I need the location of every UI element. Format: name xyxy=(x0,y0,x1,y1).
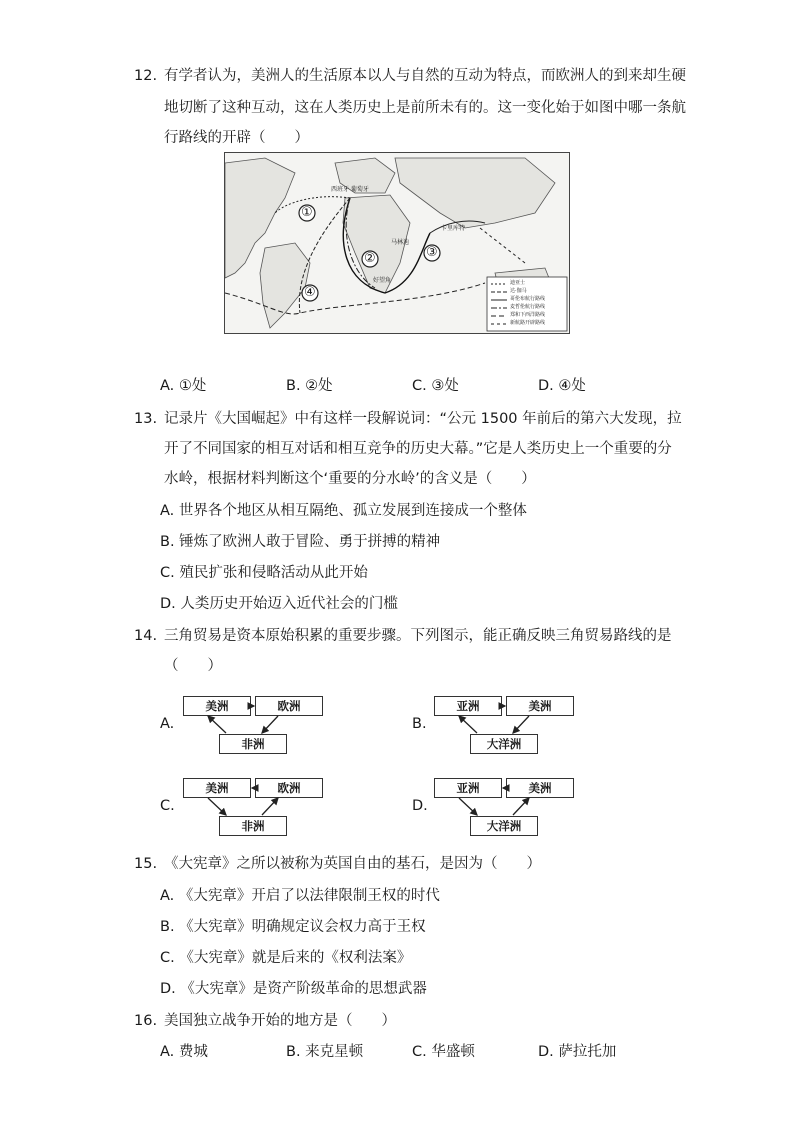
legend-item-3: 哥伦布航行路线 xyxy=(510,296,546,302)
q14-b-box-bottom: 大洋洲 xyxy=(470,734,538,754)
q14-option-d-label: D. xyxy=(412,798,428,814)
legend-item-5: 郑和下西洋路线 xyxy=(510,312,546,318)
question-14-number: 14. xyxy=(134,628,158,644)
q14-d-box-bottom: 大洋洲 xyxy=(470,816,538,836)
place-spain-portugal: 西班牙 葡萄牙 xyxy=(331,186,369,193)
question-12-number: 12. xyxy=(134,68,158,84)
q12-option-d[interactable]: D. ④处 xyxy=(538,378,586,394)
q14-c-box-bottom: 非洲 xyxy=(219,816,287,836)
q14-option-a-label: A. xyxy=(160,716,175,732)
q16-option-d[interactable]: D. 萨拉托加 xyxy=(538,1044,617,1060)
question-14-text-line1: 三角贸易是资本原始积累的重要步骤。下列图示，能正确反映三角贸易路线的是 xyxy=(164,628,672,644)
q15-option-b[interactable]: B. 《大宪章》明确规定议会权力高于王权 xyxy=(160,919,426,935)
q14-a-box-right: 欧洲 xyxy=(255,696,323,716)
question-12-text-line3: 行路线的开辟（ ） xyxy=(164,130,309,146)
legend-item-2: 达·伽马 xyxy=(510,288,527,294)
question-13-text-line3: 水岭，根据材料判断这个‘重要的分水岭’的含义是（ ） xyxy=(164,471,536,487)
q13-option-d[interactable]: D. 人类历史开始迈入近代社会的门槛 xyxy=(160,596,398,612)
place-cape-of-good-hope: 好望角 xyxy=(373,277,392,284)
q12-option-b[interactable]: B. ②处 xyxy=(286,378,333,394)
place-calicut: 卡里库特 xyxy=(441,225,466,232)
question-15-text-line1: 《大宪章》之所以被称为英国自由的基石，是因为（ ） xyxy=(164,856,541,872)
q14-b-box-left: 亚洲 xyxy=(434,696,502,716)
legend-item-1: 迪亚士 xyxy=(510,280,526,286)
route-mark-1: ① xyxy=(301,205,313,220)
q16-option-b[interactable]: B. 来克星顿 xyxy=(286,1044,364,1060)
question-16-text-line1: 美国独立战争开始的地方是（ ） xyxy=(164,1013,396,1029)
q13-option-b[interactable]: B. 锤炼了欧洲人敢于冒险、勇于拼搏的精神 xyxy=(160,534,441,550)
legend-item-4: 麦哲伦航行路线 xyxy=(510,304,546,310)
question-12-text-line2: 地切断了这种互动，这在人类历史上是前所未有的。这一变化始于如图中哪一条航 xyxy=(164,100,686,116)
question-13-number: 13. xyxy=(134,411,158,427)
question-12-text-line1: 有学者认为，美洲人的生活原本以人与自然的互动为特点，而欧洲人的到来却生硬 xyxy=(164,68,686,84)
q16-option-a[interactable]: A. 费城 xyxy=(160,1044,208,1060)
route-mark-4: ④ xyxy=(304,285,316,300)
question-15-number: 15. xyxy=(134,856,158,872)
q15-option-d[interactable]: D. 《大宪章》是资产阶级革命的思想武器 xyxy=(160,981,427,997)
q16-option-c[interactable]: C. 华盛顿 xyxy=(412,1044,475,1060)
q13-option-a[interactable]: A. 世界各个地区从相互隔绝、孤立发展到连接成一个整体 xyxy=(160,503,527,519)
q14-a-box-bottom: 非洲 xyxy=(219,734,287,754)
q14-d-box-right: 美洲 xyxy=(506,778,574,798)
q14-c-box-right: 欧洲 xyxy=(255,778,323,798)
q14-option-c-label: C. xyxy=(160,798,175,814)
legend-item-6: 新航路开辟路线 xyxy=(510,320,546,326)
q13-option-c[interactable]: C. 殖民扩张和侵略活动从此开始 xyxy=(160,565,368,581)
question-13-text-line2: 开了不同国家的相互对话和相互竞争的历史大幕。”它是人类历史上一个重要的分 xyxy=(164,441,672,457)
q14-b-box-right: 美洲 xyxy=(506,696,574,716)
question-13-text-line1: 记录片《大国崛起》中有这样一段解说词：“公元 1500 年前后的第六大发现，拉 xyxy=(164,411,682,427)
q15-option-c[interactable]: C. 《大宪章》就是后来的《权利法案》 xyxy=(160,950,412,966)
q14-c-box-left: 美洲 xyxy=(183,778,251,798)
route-mark-3: ③ xyxy=(426,245,438,260)
place-malindi: 马林迪 xyxy=(391,239,410,246)
q14-d-box-left: 亚洲 xyxy=(434,778,502,798)
route-mark-2: ② xyxy=(364,251,376,266)
q12-option-a[interactable]: A. ①处 xyxy=(160,378,207,394)
question-14-text-line2: （ ） xyxy=(164,658,222,674)
q14-a-box-left: 美洲 xyxy=(183,696,251,716)
q14-option-b-label: B. xyxy=(412,716,427,732)
question-16-number: 16. xyxy=(134,1013,158,1029)
q15-option-a[interactable]: A. 《大宪章》开启了以法律限制王权的时代 xyxy=(160,888,440,904)
q12-option-c[interactable]: C. ③处 xyxy=(412,378,459,394)
